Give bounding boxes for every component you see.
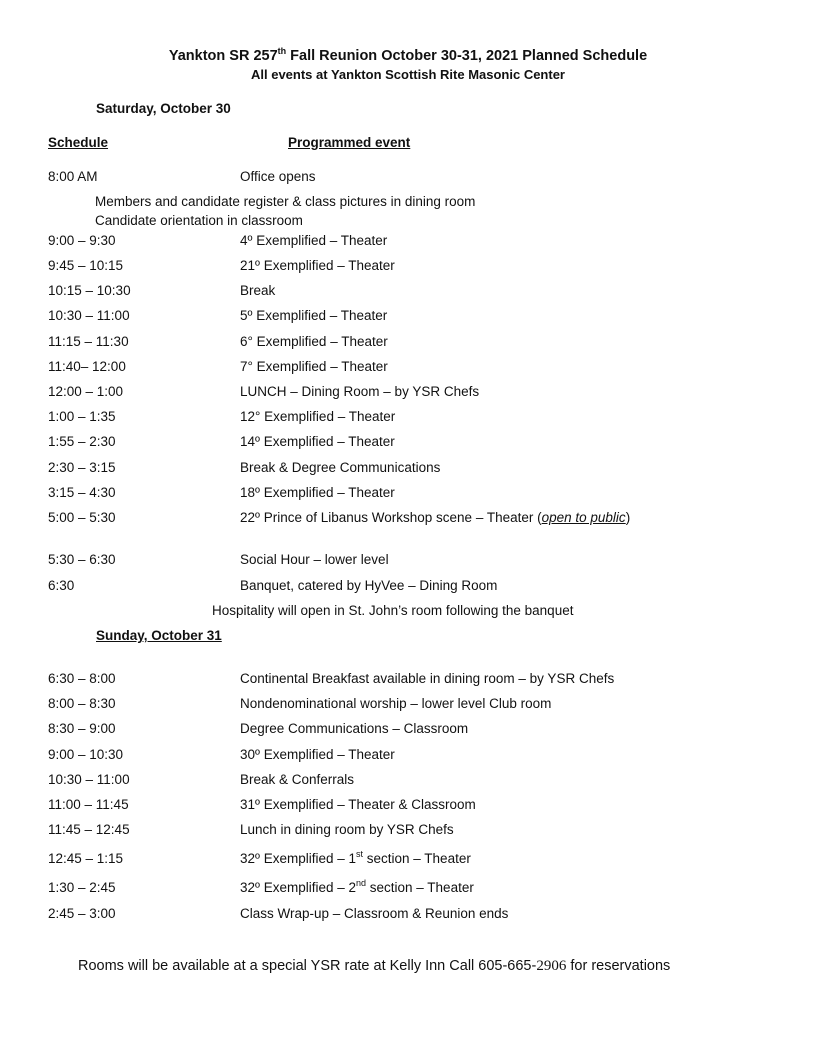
schedule-time: 9:00 – 9:30 bbox=[48, 233, 116, 248]
saturday-heading: Saturday, October 30 bbox=[96, 101, 231, 116]
schedule-event: Break & Degree Communications bbox=[240, 460, 441, 475]
schedule-time: 11:00 – 11:45 bbox=[48, 797, 129, 812]
schedule-event: 18º Exemplified – Theater bbox=[240, 485, 395, 500]
schedule-event: 6° Exemplified – Theater bbox=[240, 334, 388, 349]
schedule-event: 31º Exemplified – Theater & Classroom bbox=[240, 797, 476, 812]
schedule-time: 11:15 – 11:30 bbox=[48, 334, 129, 349]
schedule-time: 8:30 – 9:00 bbox=[48, 721, 116, 736]
hospitality-note: Hospitality will open in St. John’s room following the banquet bbox=[212, 603, 574, 618]
schedule-event: Office opens bbox=[240, 169, 316, 184]
schedule-time: 12:45 – 1:15 bbox=[48, 851, 124, 866]
schedule-time: 2:30 – 3:15 bbox=[48, 460, 116, 475]
section-event-rest: section – Theater bbox=[366, 880, 474, 895]
schedule-time: 9:00 – 10:30 bbox=[48, 747, 124, 762]
schedule-time: 10:15 – 10:30 bbox=[48, 283, 131, 298]
libanus-event-text: 22º Prince of Libanus Workshop scene – Theater ( bbox=[240, 510, 542, 525]
column-header-schedule: Schedule bbox=[48, 135, 109, 150]
schedule-event: 21º Exemplified – Theater bbox=[240, 258, 395, 273]
section-event-rest: section – Theater bbox=[363, 851, 471, 866]
column-header-event: Programmed event bbox=[288, 135, 411, 150]
ordinal-suffix: nd bbox=[356, 878, 367, 888]
closing-paren: ) bbox=[625, 510, 631, 525]
schedule-event: 30º Exemplified – Theater bbox=[240, 747, 395, 762]
schedule-event: Break & Conferrals bbox=[240, 772, 355, 787]
section-event-text: 32º Exemplified – 2 bbox=[240, 880, 356, 895]
schedule-event: Break bbox=[240, 283, 276, 298]
registration-note: Members and candidate register & class pictures in dining room bbox=[95, 194, 476, 209]
schedule-time: 10:30 – 11:00 bbox=[48, 308, 130, 323]
schedule-event: 14º Exemplified – Theater bbox=[240, 434, 395, 449]
schedule-time: 11:45 – 12:45 bbox=[48, 822, 130, 837]
schedule-event: Social Hour – lower level bbox=[240, 552, 389, 567]
schedule-event: Banquet, catered by HyVee – Dining Room bbox=[240, 578, 498, 593]
schedule-time: 11:40– 12:00 bbox=[48, 359, 126, 374]
schedule-time: 1:30 – 2:45 bbox=[48, 880, 116, 895]
ordinal-suffix: st bbox=[356, 849, 364, 859]
schedule-event bbox=[240, 510, 630, 525]
schedule-event: 4º Exemplified – Theater bbox=[240, 233, 388, 248]
schedule-time: 3:15 – 4:30 bbox=[48, 485, 116, 500]
schedule-time: 5:00 – 5:30 bbox=[48, 510, 116, 525]
schedule-time: 1:55 – 2:30 bbox=[48, 434, 116, 449]
reservation-note bbox=[78, 958, 670, 975]
schedule-event: Degree Communications – Classroom bbox=[240, 721, 469, 736]
sunday-heading: Sunday, October 31 bbox=[96, 628, 222, 643]
schedule-time: 6:30 bbox=[48, 578, 75, 593]
title-ordinal: th bbox=[277, 46, 287, 56]
orientation-note: Candidate orientation in classroom bbox=[95, 213, 303, 228]
schedule-event: 5º Exemplified – Theater bbox=[240, 308, 388, 323]
schedule-event: 12° Exemplified – Theater bbox=[240, 409, 396, 424]
schedule-event: Continental Breakfast available in dining room – by YSR Chefs bbox=[240, 671, 615, 686]
phone-number-suffix: 2906 bbox=[536, 958, 567, 974]
schedule-time: 8:00 AM bbox=[48, 169, 98, 184]
schedule-time: 10:30 – 11:00 bbox=[48, 772, 130, 787]
schedule-event bbox=[240, 880, 474, 895]
schedule-time: 1:00 – 1:35 bbox=[48, 409, 116, 424]
title-rest: Fall Reunion October 30-31, 2021 Planned Schedule bbox=[286, 48, 648, 64]
schedule-event: Nondenominational worship – lower level Club room bbox=[240, 696, 552, 711]
section-event-text: 32º Exemplified – 1 bbox=[240, 851, 356, 866]
open-to-public-note: open to public bbox=[541, 510, 626, 525]
schedule-event bbox=[240, 851, 471, 866]
page-subtitle: All events at Yankton Scottish Rite Masonic Center bbox=[250, 67, 565, 82]
schedule-time: 6:30 – 8:00 bbox=[48, 671, 116, 686]
page-title bbox=[0, 48, 816, 64]
title-main: Yankton SR 257 bbox=[168, 48, 278, 64]
reservation-text-end: for reservations bbox=[566, 958, 671, 974]
schedule-time: 9:45 – 10:15 bbox=[48, 258, 124, 273]
reservation-text: Rooms will be available at a special YSR rate at Kelly Inn Call 605-665- bbox=[78, 958, 537, 974]
schedule-event: Lunch in dining room by YSR Chefs bbox=[240, 822, 454, 837]
schedule-time: 8:00 – 8:30 bbox=[48, 696, 116, 711]
schedule-event: Class Wrap-up – Classroom & Reunion ends bbox=[240, 906, 509, 921]
schedule-event: 7° Exemplified – Theater bbox=[240, 359, 388, 374]
schedule-event: LUNCH – Dining Room – by YSR Chefs bbox=[240, 384, 480, 399]
schedule-time: 5:30 – 6:30 bbox=[48, 552, 116, 567]
schedule-time: 2:45 – 3:00 bbox=[48, 906, 116, 921]
schedule-time: 12:00 – 1:00 bbox=[48, 384, 124, 399]
